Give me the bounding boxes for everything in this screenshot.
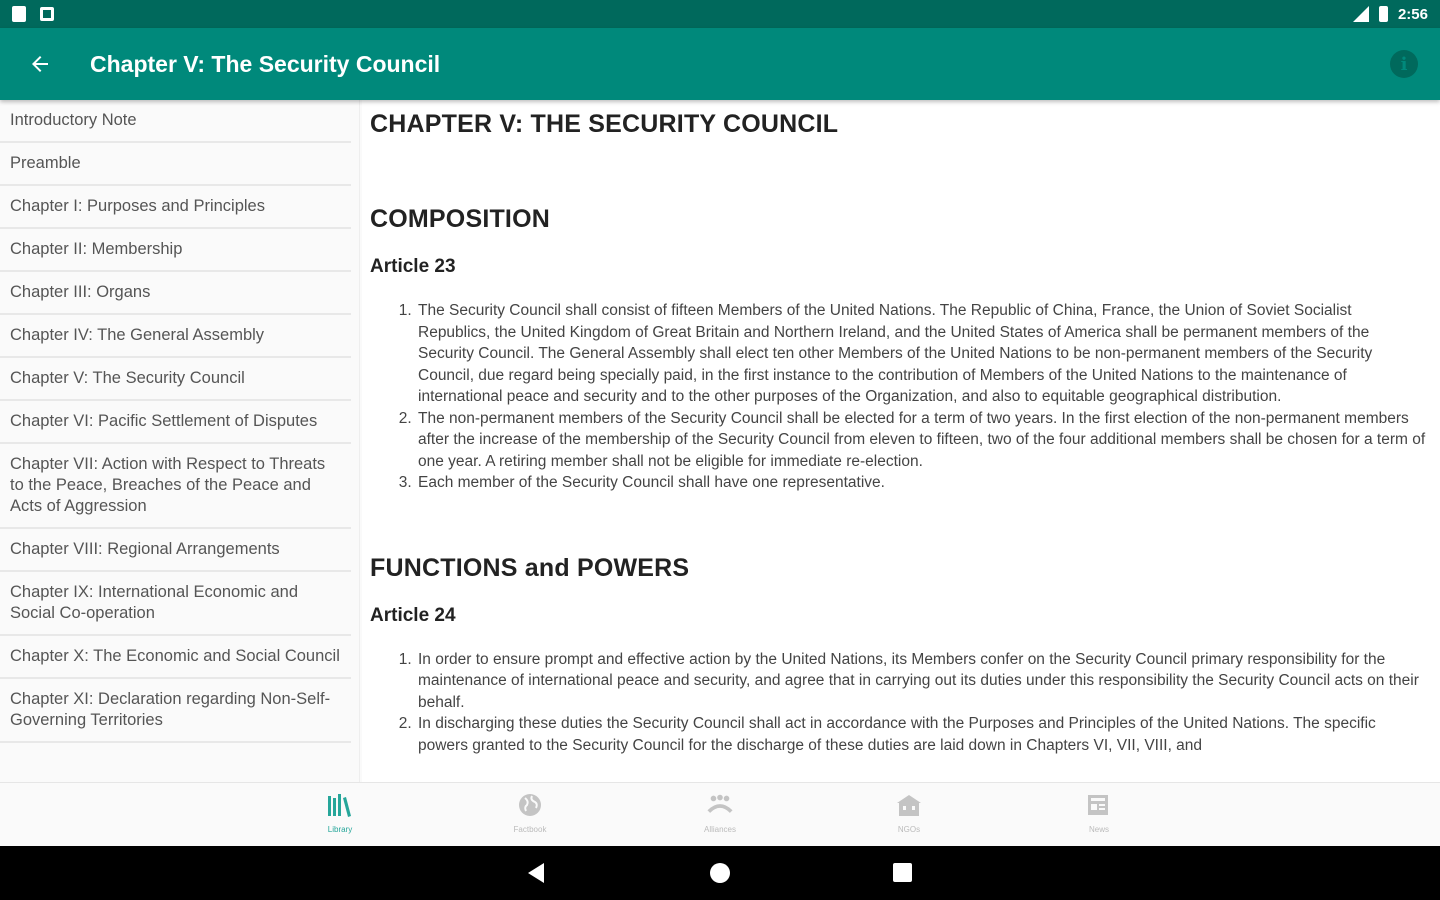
status-time: 2:56: [1397, 5, 1428, 23]
clause-item: 3. Each member of the Security Council shall have one representative.: [416, 472, 1426, 494]
info-button[interactable]: [1390, 50, 1418, 78]
sidebar-item-chapter-2[interactable]: Chapter II: Membership: [0, 229, 351, 272]
news-icon: [1085, 791, 1113, 819]
sidebar-item-chapter-5[interactable]: Chapter V: The Security Council: [0, 358, 351, 401]
nav-factbook-label: Factbook: [513, 825, 547, 834]
signal-icon: [1353, 6, 1369, 22]
article-clauses: [370, 649, 1426, 757]
system-navigation-bar: [0, 846, 1440, 900]
sidebar-item-chapter-6[interactable]: Chapter VI: Pacific Settlement of Disputes: [0, 401, 351, 444]
section-heading-functions-powers: FUNCTIONS and POWERS: [370, 553, 690, 582]
sidebar-item-chapter-10[interactable]: Chapter X: The Economic and Social Council: [0, 636, 351, 679]
info-icon: i: [1400, 53, 1408, 75]
ngo-icon: [895, 791, 923, 819]
chapter-heading: CHAPTER V: THE SECURITY COUNCIL: [370, 110, 839, 138]
sidebar-item-chapter-1[interactable]: Chapter I: Purposes and Principles: [0, 186, 351, 229]
sidebar-item-chapter-4[interactable]: Chapter IV: The General Assembly: [0, 315, 351, 358]
clause-item: 2. In discharging these duties the Security Council shall act in accordance with the Purposes and Principles of the United Nations. The specific powers granted to the Security Council for the discharge of these duties are laid down in Chapters VI, VII, VIII, and: [416, 713, 1426, 756]
status-bar: [0, 0, 1440, 28]
back-button[interactable]: [12, 36, 68, 92]
nav-library[interactable]: [280, 791, 400, 834]
sidebar-item-preamble[interactable]: Preamble: [0, 143, 351, 186]
notification-box-icon: [40, 7, 54, 21]
article-heading: Article 23: [370, 256, 456, 277]
nav-news[interactable]: [1039, 791, 1159, 834]
nav-factbook[interactable]: [470, 791, 590, 834]
clause-item: 1. In order to ensure prompt and effective action by the United Nations, its Members confer on the Security Council primary responsibility for the maintenance of international peace and security, and agree that in carrying out its duties under this responsibility the Security Council acts on their behalf.: [416, 649, 1426, 714]
system-home-icon[interactable]: [710, 863, 730, 883]
system-recents-icon[interactable]: [893, 863, 912, 882]
chapter-sidebar: [0, 100, 360, 782]
library-icon: [326, 791, 354, 819]
alliances-icon: [706, 791, 734, 819]
status-notifications: [12, 6, 54, 22]
nav-ngos-label: NGOs: [897, 825, 921, 834]
nav-news-label: News: [1088, 825, 1109, 834]
nav-alliances[interactable]: [660, 791, 780, 834]
article-clauses: [370, 300, 1426, 494]
nav-alliances-label: Alliances: [703, 825, 736, 834]
section-heading-composition: COMPOSITION: [370, 205, 550, 233]
page-title: Chapter V: The Security Council: [90, 50, 441, 77]
arrow-back-icon: [28, 52, 52, 76]
clause-item: 1. The Security Council shall consist of fifteen Members of the United Nations. The Republic of China, France, the Union of Soviet Socialist Republics, the United Kingdom of Great Britain and Northern Ireland, and the United States of America shall be permanent members of the Security Council. The General Assembly shall elect ten other Members of the United Nations to be non-permanent members of the Security Council, due regard being specially paid, in the first instance to the contribution of Members of the United Nations to the maintenance of international peace and security and to the other purposes of the Organization, and also to equitable geographical distribution.: [416, 300, 1426, 408]
chapter-content[interactable]: [362, 100, 1440, 782]
globe-icon: [516, 791, 544, 819]
sidebar-item-chapter-7[interactable]: Chapter VII: Action with Respect to Threats to the Peace, Breaches of the Peace and Acts of Aggression: [0, 444, 351, 529]
sidebar-item-chapter-3[interactable]: Chapter III: Organs: [0, 272, 351, 315]
sidebar-item-introductory-note[interactable]: Introductory Note: [0, 100, 351, 143]
clause-item: 2. The non-permanent members of the Security Council shall be elected for a term of two years. In the first election of the non-permanent members after the increase of the membership of the Security Council from eleven to fifteen, two of the four additional members shall be chosen for a term of one year. A retiring member shall not be eligible for immediate re-election.: [416, 408, 1426, 473]
status-indicators: [1353, 6, 1428, 23]
notification-icon: [12, 6, 26, 22]
sidebar-item-chapter-9[interactable]: Chapter IX: International Economic and Social Co-operation: [0, 572, 351, 636]
article-heading: Article 24: [370, 604, 456, 626]
sidebar-item-chapter-11[interactable]: Chapter XI: Declaration regarding Non-Self-Governing Territories: [0, 679, 351, 743]
sidebar-item-chapter-8[interactable]: Chapter VIII: Regional Arrangements: [0, 529, 351, 572]
battery-icon: [1379, 6, 1388, 22]
nav-library-label: Library: [327, 825, 353, 834]
bottom-navigation: [0, 782, 1440, 846]
nav-ngos[interactable]: [849, 791, 969, 834]
system-back-icon[interactable]: [528, 863, 544, 883]
app-toolbar: [0, 28, 1440, 100]
